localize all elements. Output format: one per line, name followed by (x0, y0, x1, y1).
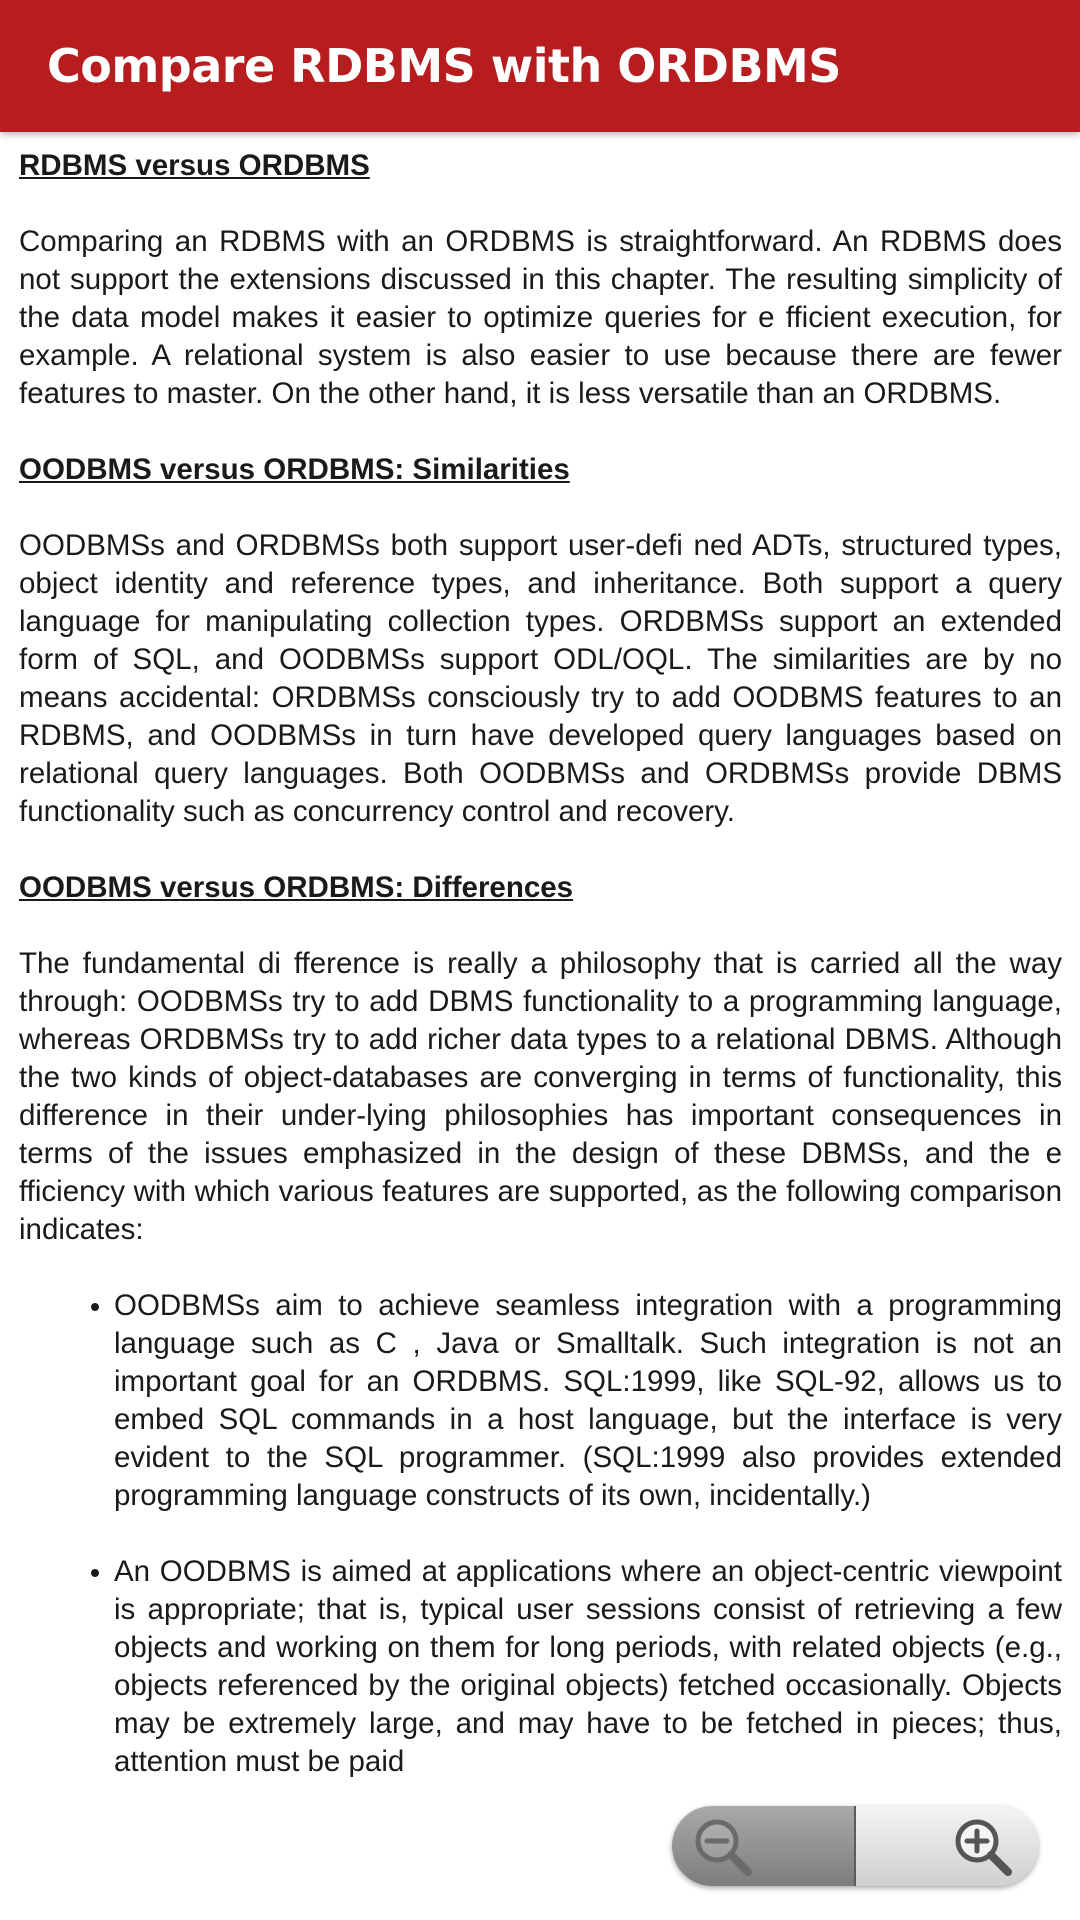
list-item: • OODBMSs aim to achieve seamless integration with a programming language such as C , Java or Smalltalk. Such integration is not an important goal for an ORDBMS. SQL:1999, like SQL-92, allows us to embed SQL commands in a host language, but the interface is very evident to the SQL programmer. (SQL:1999 also provides extended programming language constructs of its own, incidentally.) (114, 1287, 1062, 1515)
section-paragraph: The fundamental di fference is really a philosophy that is carried all the way through: OODBMSs try to add DBMS functionality to a programming language, whereas ORDBMSs try to add richer data types to a relational DBMS. Although the two kinds of object-databases are converging in terms of functionality, this difference in their under-lying philosophies has important consequences in terms of the issues emphasized in the design of these DBMSs, and the e fficiency with which various features are supported, as the following comparison indicates: (19, 947, 1062, 1246)
section-heading-rdbms-vs-ordbms: RDBMS versus ORDBMS (19, 149, 370, 182)
section-heading-differences: OODBMS versus ORDBMS: Differences (19, 871, 574, 904)
zoom-controls (672, 1806, 1038, 1886)
page-title: Compare RDBMS with ORDBMS (47, 39, 841, 93)
zoom-out-icon (690, 1814, 756, 1880)
app-bar (0, 0, 1080, 132)
section-heading-similarities: OODBMS versus ORDBMS: Similarities (19, 453, 570, 486)
section-paragraph: Comparing an RDBMS with an ORDBMS is straightforward. An RDBMS does not support the extensions discussed in this chapter. The resulting simplicity of the data model makes it easier to optimize queries for e fficient execution, for example. A relational system is also easier to use because there are fewer features to master. On the other hand, it is less versatile than an ORDBMS. (19, 225, 1062, 410)
differences-list (19, 1287, 1062, 1781)
zoom-in-button[interactable] (856, 1806, 1038, 1886)
zoom-out-button[interactable] (672, 1806, 856, 1886)
zoom-in-icon (950, 1814, 1016, 1880)
section-paragraph: OODBMSs and ORDBMSs both support user-defi ned ADTs, structured types, object identity and reference types, and inheritance. Both support a query language for manipulating collection types. ORDBMSs support an extended form of SQL, and OODBMSs support ODL/OQL. The similarities are by no means accidental: ORDBMSs consciously try to add OODBMS features to an RDBMS, and OODBMSs in turn have developed query languages based on relational query languages. Both OODBMSs and ORDBMSs provide DBMS functionality such as concurrency control and recovery. (19, 529, 1062, 828)
article-content[interactable] (19, 132, 1062, 1920)
list-item: • An OODBMS is aimed at applications where an object-centric viewpoint is appropriate; that is, typical user sessions consist of retrieving a few objects and working on them for long periods, with related objects (e.g., objects referenced by the original objects) fetched occasionally. Objects may be extremely large, and may have to be fetched in pieces; thus, attention must be paid (114, 1553, 1062, 1781)
